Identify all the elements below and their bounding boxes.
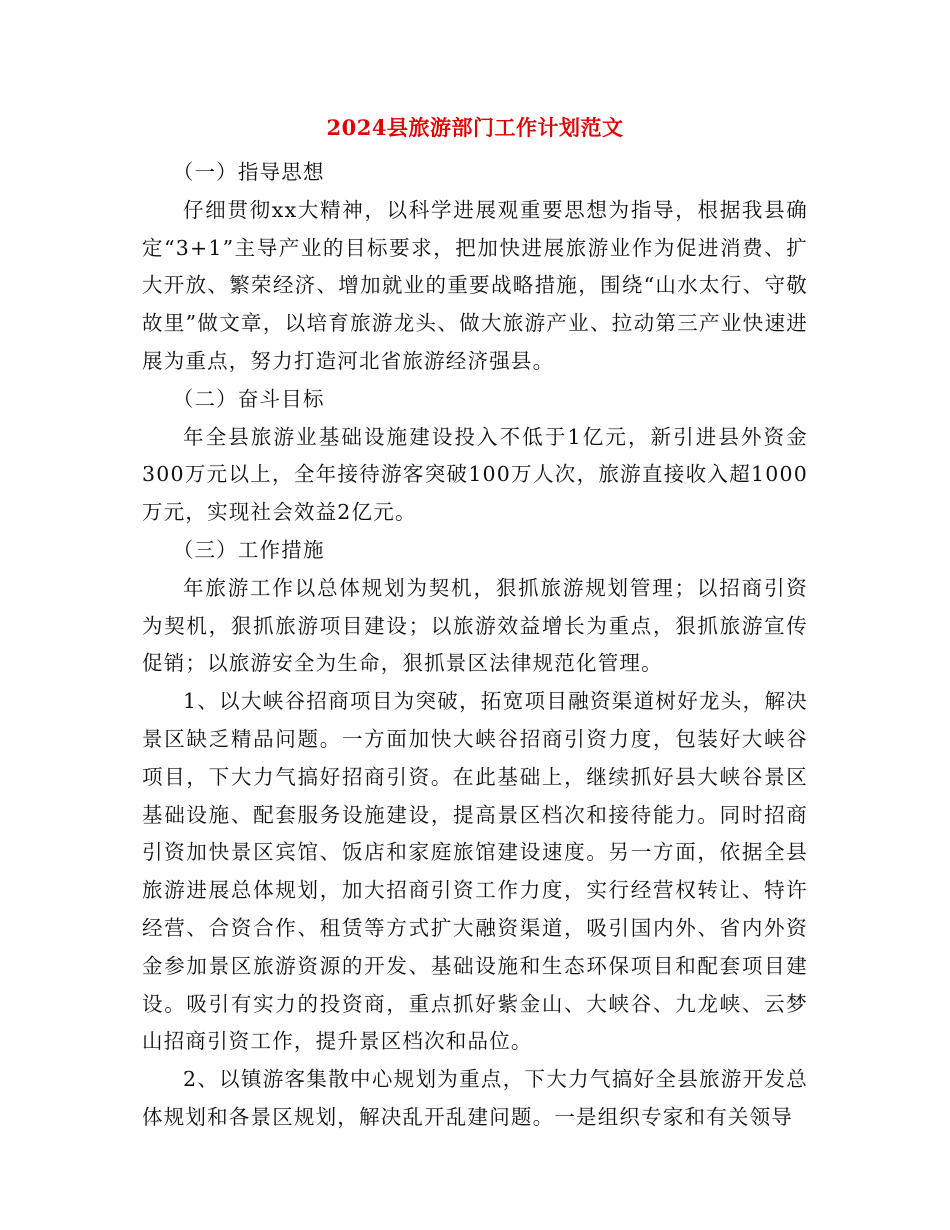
section-heading-measures: （三）工作措施 [172, 537, 325, 562]
paragraph-measure-2: 2、以镇游客集散中心规划为重点，下大力气搞好全县旅游开发总体规划和各景区规划，解决乱开乱建问题。一是组织专家和有关领导 [142, 1067, 808, 1129]
section-heading-goals: （二）奋斗目标 [172, 386, 325, 411]
paragraph-measure-1: 1、以大峡谷招商项目为突破，拓宽项目融资渠道树好龙头，解决景区缺乏精品问题。一方面加快大峡谷招商引资力度，包装好大峡谷项目，下大力气搞好招商引资。在此基础上，继续抓好县大峡谷景区基础设施、配套服务设施建设，提高景区档次和接待能力。同时招商引资加快景区宾馆、饭店和家庭旅馆建设速度。另一方面，依据全县旅游进展总体规划，加大招商引资工作力度，实行经营权转让、特许经营、合资合作、租赁等方式扩大融资渠道，吸引国内外、省内外资金参加景区旅游资源的开发、基础设施和生态环保项目和配套项目建设。吸引有实力的投资商，重点抓好紫金山、大峡谷、九龙峡、云梦山招商引资工作，提升景区档次和品位。 [142, 689, 808, 1054]
document-title: 2024县旅游部门工作计划范文 [326, 115, 624, 140]
paragraph-goals: 年全县旅游业基础设施建设投入不低于1亿元，新引进县外资金300万元以上，全年接待游客突破100万人次，旅游直接收入超1000万元，实现社会效益2亿元。 [142, 424, 808, 525]
section-heading-guiding-ideology: （一）指导思想 [172, 160, 325, 184]
paragraph-guiding-ideology: 仔细贯彻xx大精神，以科学进展观重要思想为指导，根据我县确定“3+1”主导产业的目标要求，把加快进展旅游业作为促进消费、扩大开放、繁荣经济、增加就业的重要战略措施，围绕“山水太行、守敬故里”做文章，以培育旅游龙头、做大旅游产业、拉动第三产业快速进展为重点，努力打造河北省旅游经济强县。 [142, 197, 808, 373]
document-body [142, 154, 808, 1137]
paragraph-measures-intro: 年旅游工作以总体规划为契机，狠抓旅游规划管理；以招商引资为契机，狠抓旅游项目建设；以旅游效益增长为重点，狠抓旅游宣传促销；以旅游安全为生命，狠抓景区法律规范化管理。 [142, 575, 808, 676]
